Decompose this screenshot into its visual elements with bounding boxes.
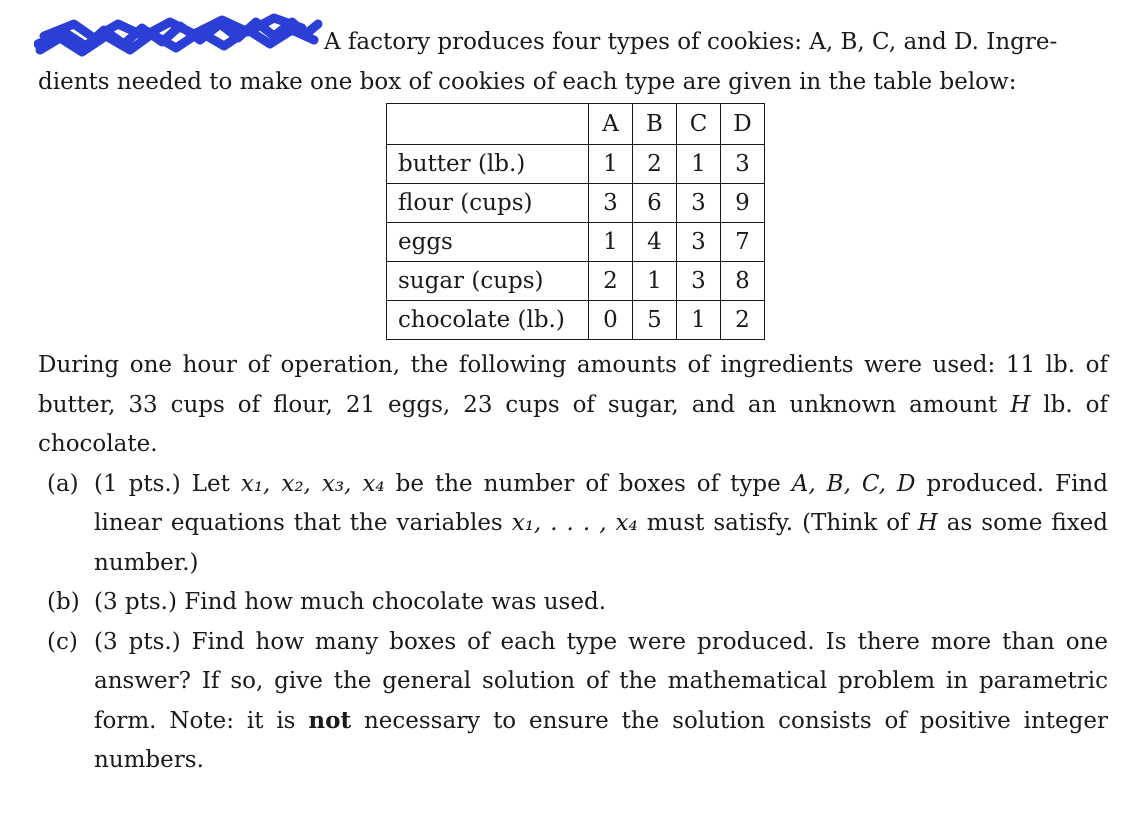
cell-eggs-a: 1 (589, 223, 633, 262)
cell-chocolate-d: 2 (721, 301, 765, 340)
part-a-text-1c: produced. Find (915, 471, 1108, 497)
cell-chocolate-a: 0 (589, 301, 633, 340)
part-c-text-2: answer? If so, give the general solution of the mathematical problem in parametric (94, 668, 1108, 694)
part-a-variables-range: x₁, . . . , x₄ (511, 510, 638, 536)
table-corner-cell (387, 104, 589, 145)
paragraph-text-3: chocolate. (38, 431, 158, 457)
part-a-line-3: number.) (94, 550, 199, 576)
cell-sugar-c: 3 (677, 262, 721, 301)
paragraph-line-1 (38, 351, 1108, 379)
row-label-eggs: eggs (387, 223, 589, 262)
cell-chocolate-b: 5 (633, 301, 677, 340)
column-header-c: C (677, 104, 721, 145)
cell-sugar-b: 1 (633, 262, 677, 301)
redaction-scribble (34, 10, 324, 58)
part-a-text-1a: (1 pts.) Let (94, 471, 241, 497)
part-c-line-4: numbers. (94, 747, 204, 773)
cell-butter-d: 3 (721, 145, 765, 184)
cell-butter-c: 1 (677, 145, 721, 184)
part-a-variables: x₁, x₂, x₃, x₄ (240, 471, 385, 497)
part-c-text-1: (3 pts.) Find how many boxes of each type were produced. Is there more than one (94, 629, 1108, 655)
part-a-text-2c: as some fixed (937, 510, 1108, 536)
cell-flour-d: 9 (721, 184, 765, 223)
paragraph-text-2a: butter, 33 cups of flour, 21 eggs, 23 cups of sugar, and an unknown amount (38, 392, 1011, 418)
part-a-text-2a: linear equations that the variables (94, 510, 512, 536)
table-row-butter (387, 145, 765, 184)
cell-flour-a: 3 (589, 184, 633, 223)
table-row-eggs (387, 223, 765, 262)
row-label-flour: flour (cups) (387, 184, 589, 223)
row-label-sugar: sugar (cups) (387, 262, 589, 301)
part-b-line-1: (3 pts.) Find how much chocolate was used. (94, 589, 607, 615)
part-c-line-1 (94, 628, 1108, 656)
part-c-text-3a: form. Note: it is (94, 708, 309, 734)
cell-sugar-d: 8 (721, 262, 765, 301)
part-c-emphasis: not (308, 707, 352, 734)
column-header-a: A (589, 104, 633, 145)
column-header-d: D (721, 104, 765, 145)
intro-text-2: dients needed to make one box of cookies of each type are given in the table below: (38, 69, 1017, 95)
intro-line-2 (38, 68, 1108, 96)
part-b-marker: (b) (47, 589, 80, 615)
intro-text-1: A factory produces four types of cookies: A, B, C, and D. Ingre- (324, 29, 1058, 55)
table-row-flour (387, 184, 765, 223)
cell-butter-b: 2 (633, 145, 677, 184)
part-c-text-3b: necessary to ensure the solution consists of positive integer (351, 708, 1108, 734)
part-a-variable-h: H (917, 510, 938, 536)
intro-line-1 (324, 28, 1108, 56)
cell-flour-c: 3 (677, 184, 721, 223)
cell-butter-a: 1 (589, 145, 633, 184)
cell-eggs-b: 4 (633, 223, 677, 262)
variable-h: H (1010, 392, 1031, 418)
paragraph-line-2 (38, 391, 1108, 419)
table-row-chocolate (387, 301, 765, 340)
part-a-text-1b: be the number of boxes of type (384, 471, 792, 497)
table-header-row (387, 104, 765, 145)
paragraph-text-2b: lb. of (1030, 392, 1108, 418)
part-c-marker: (c) (47, 629, 78, 655)
paragraph-line-3 (38, 430, 1108, 458)
paragraph-text-1: During one hour of operation, the following amounts of ingredients were used: 11 lb. of (38, 352, 1108, 378)
part-c-line-3 (94, 707, 1108, 735)
ingredients-table (386, 103, 765, 340)
part-a-text-2b: must satisfy. (Think of (637, 510, 918, 536)
column-header-b: B (633, 104, 677, 145)
cell-eggs-c: 3 (677, 223, 721, 262)
part-a-types: A, B, C, D (791, 471, 916, 497)
table-row-sugar (387, 262, 765, 301)
part-a-line-2 (94, 509, 1108, 537)
cell-chocolate-c: 1 (677, 301, 721, 340)
part-a-line-1 (94, 470, 1108, 498)
part-a-marker: (a) (47, 471, 79, 497)
cell-eggs-d: 7 (721, 223, 765, 262)
row-label-butter: butter (lb.) (387, 145, 589, 184)
cell-flour-b: 6 (633, 184, 677, 223)
cell-sugar-a: 2 (589, 262, 633, 301)
part-c-line-2 (94, 667, 1108, 695)
row-label-chocolate: chocolate (lb.) (387, 301, 589, 340)
